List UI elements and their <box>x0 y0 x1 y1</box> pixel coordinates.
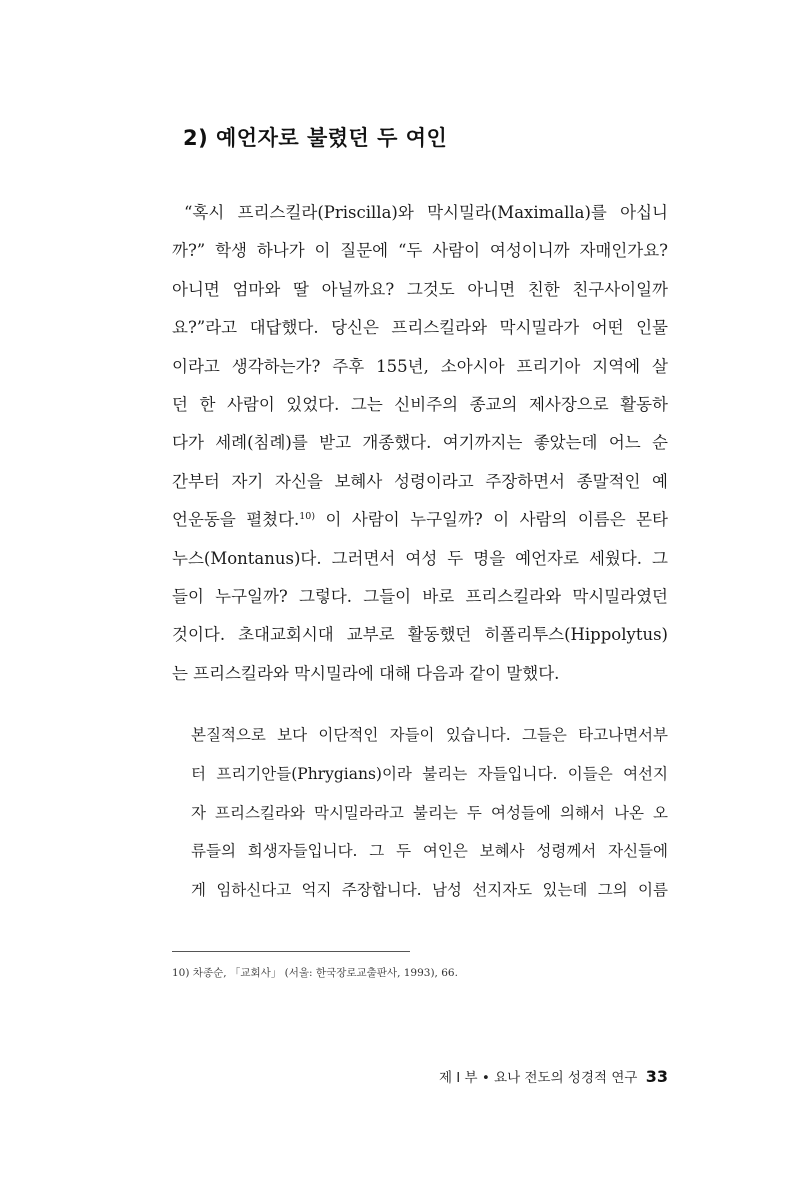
footnote-reference[interactable]: 10) <box>299 511 316 523</box>
paragraph-line: “혹시 프리스킬라(Priscilla)와 막시밀라(Maximalla)를 아십니 <box>184 203 668 222</box>
paragraph-line: 던 한 사람이 있었다. 그는 신비주의 종교의 제사장으로 활동하 <box>172 395 668 415</box>
paragraph-line: 이라고 생각하는가? 주후 155년, 소아시아 프리기아 지역에 살 <box>172 356 668 376</box>
paragraph-line: 간부터 자기 자신을 보혜사 성령이라고 주장하면서 종말적인 예 <box>172 471 668 491</box>
paragraph-line: 누스(Montanus)다. 그러면서 여성 두 명을 예언자로 세웠다. 그 <box>172 548 668 568</box>
paragraph-line: 다가 세례(침례)를 받고 개종했다. 여기까지는 좋았는데 어느 순 <box>172 433 668 453</box>
paragraph-line: 요?”라고 대답했다. 당신은 프리스킬라와 막시밀라가 어떤 인물 <box>172 318 668 338</box>
paragraph-line: 아니면 엄마와 딸 아닐까요? 그것도 아니면 친한 친구사이일까 <box>172 279 668 299</box>
body-paragraph <box>172 194 668 693</box>
paragraph-line: 까?” 학생 하나가 이 질문에 “두 사람이 여성이니까 자매인가요? <box>172 241 668 261</box>
paragraph-line: 들이 누구일까? 그렇다. 그들이 바로 프리스킬라와 막시밀라였던 <box>172 587 668 607</box>
quote-line: 게 임하신다고 억지 주장합니다. 남성 선지자도 있는데 그의 이름 <box>191 881 668 900</box>
page-number: 33 <box>645 1067 668 1086</box>
section-title: 2) 예언자로 불렸던 두 여인 <box>183 126 448 150</box>
paragraph-text: 언운동을 펼쳤다. <box>172 510 300 530</box>
page-footer <box>439 1066 668 1086</box>
quote-line: 터 프리기안들(Phrygians)이라 불리는 자들입니다. 이들은 여선지 <box>191 764 668 783</box>
quote-line: 자 프리스킬라와 막시밀라라고 불리는 두 여성들에 의해서 나온 오 <box>191 803 668 822</box>
paragraph-text: 이 사람이 누구일까? 이 사람의 이름은 몬타 <box>315 510 668 530</box>
footnote-divider <box>172 951 410 952</box>
paragraph-line: 것이다. 초대교회시대 교부로 활동했던 히폴리투스(Hippolytus) <box>172 625 668 645</box>
block-quote <box>191 716 668 910</box>
quote-line: 류들의 희생자들입니다. 그 두 여인은 보혜사 성령께서 자신들에 <box>191 842 668 861</box>
quote-line: 본질적으로 보다 이단적인 자들이 있습니다. 그들은 타고나면서부 <box>191 726 668 744</box>
paragraph-line: 는 프리스킬라와 막시밀라에 대해 다음과 같이 말했다. <box>172 663 560 683</box>
paragraph-line <box>172 501 668 539</box>
running-title: 제 I 부 • 요나 전도의 성경적 연구 <box>438 1070 638 1086</box>
footnote: 10) 차종순, 「교회사」 (서울: 한국장로교출판사, 1993), 66. <box>172 967 458 979</box>
